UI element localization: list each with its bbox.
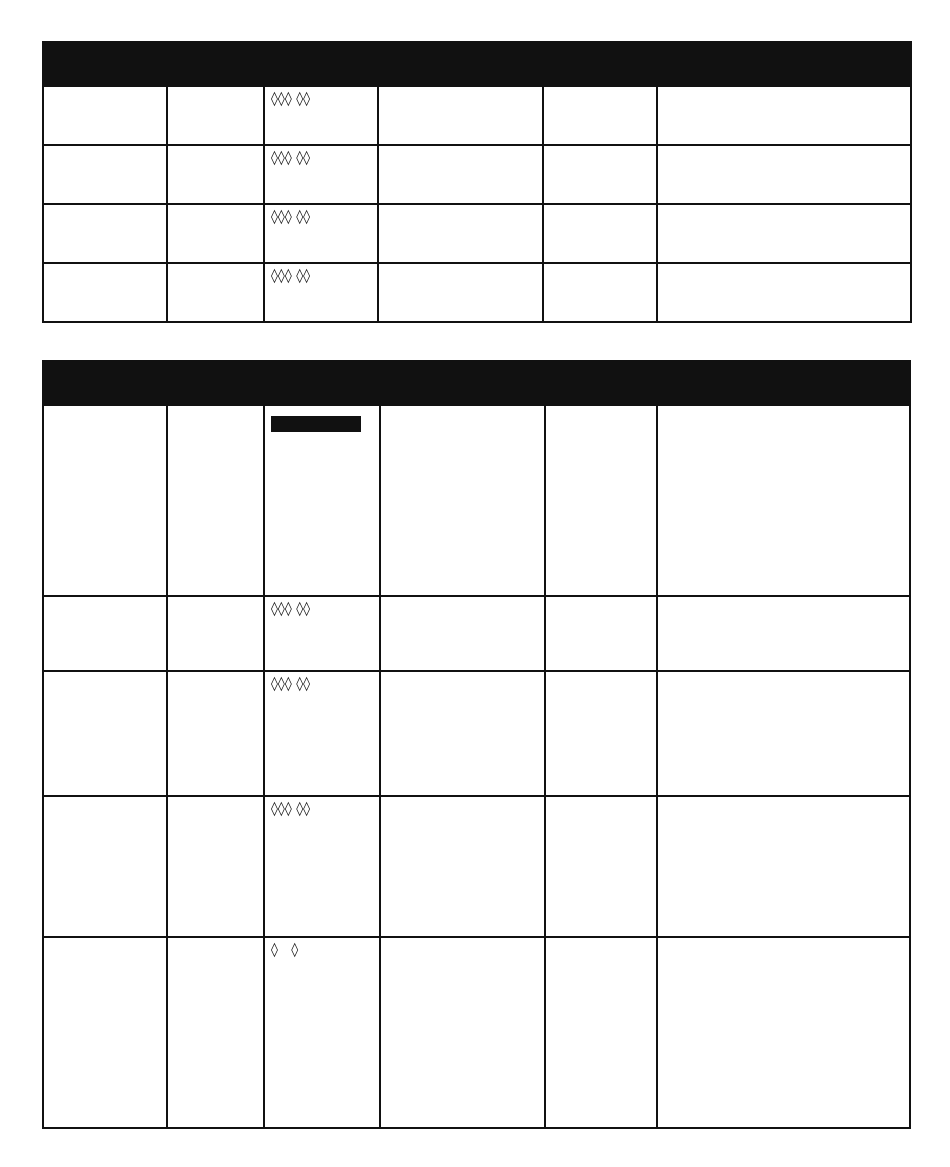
top-table-header [43, 42, 911, 86]
table-cell [43, 796, 167, 937]
table-cell [167, 796, 264, 937]
bottom-table-header [43, 361, 910, 405]
table-row [43, 145, 911, 204]
table-cell [380, 405, 545, 596]
table-cell [43, 263, 167, 322]
table-cell [545, 405, 657, 596]
table-cell [657, 86, 911, 145]
table-cell [264, 796, 380, 937]
table-cell [167, 263, 264, 322]
table-row [43, 204, 911, 263]
table-cell [657, 796, 910, 937]
table-row [43, 263, 911, 322]
table-cell [380, 596, 545, 671]
table-cell [43, 204, 167, 263]
table-cell [380, 671, 545, 796]
table-cell [43, 596, 167, 671]
diamond-glyph-text: ◊◊◊ ◊◊ [271, 150, 311, 166]
top-table-header-bar [43, 42, 911, 86]
table-cell [543, 86, 657, 145]
table-cell [657, 263, 911, 322]
diamond-glyph-text: ◊◊◊ ◊◊ [271, 268, 311, 284]
table-cell [43, 86, 167, 145]
table-cell [657, 596, 910, 671]
table-cell [545, 596, 657, 671]
table-cell [43, 405, 167, 596]
table-cell [657, 671, 910, 796]
table-cell [543, 204, 657, 263]
table-cell [167, 596, 264, 671]
table-cell [264, 671, 380, 796]
table-cell [264, 405, 380, 596]
table-cell [167, 145, 264, 204]
table-cell [657, 937, 910, 1128]
diamond-glyph-text: ◊◊◊ ◊◊ [271, 601, 311, 617]
table-row [43, 405, 910, 596]
table-cell [380, 796, 545, 937]
table-row [43, 671, 910, 796]
table-cell [380, 937, 545, 1128]
table-cell [43, 937, 167, 1128]
table-cell [657, 204, 911, 263]
bottom-table-header-bar [43, 361, 910, 405]
diamond-glyph-text: ◊◊◊ ◊◊ [271, 209, 311, 225]
table-cell [378, 263, 543, 322]
diamond-glyph-text: ◊◊◊ ◊◊ [271, 676, 311, 692]
table-row [43, 596, 910, 671]
table-cell [167, 937, 264, 1128]
table-cell [545, 796, 657, 937]
table-cell [545, 671, 657, 796]
table-cell [264, 145, 378, 204]
table-cell [43, 671, 167, 796]
table-cell [543, 145, 657, 204]
table-row [43, 937, 910, 1128]
table-cell [264, 204, 378, 263]
table-cell [264, 86, 378, 145]
table-cell [264, 263, 378, 322]
table-cell [43, 145, 167, 204]
diamond-glyph-text: ◊◊◊ ◊◊ [271, 91, 311, 107]
table-cell [543, 263, 657, 322]
diamond-glyph-text: ◊◊◊ ◊◊ [271, 801, 311, 817]
table-cell [167, 86, 264, 145]
table-cell [657, 145, 911, 204]
diamond-glyph-text: ◊ ◊ [271, 942, 299, 958]
table-row [43, 86, 911, 145]
table-cell [264, 937, 380, 1128]
table-row [43, 796, 910, 937]
table-cell [545, 937, 657, 1128]
table-cell [378, 204, 543, 263]
table-cell [378, 86, 543, 145]
table-cell [657, 405, 910, 596]
table-cell [167, 671, 264, 796]
table-cell [167, 405, 264, 596]
table-cell [167, 204, 264, 263]
table-cell [264, 596, 380, 671]
top-table [42, 41, 912, 323]
redacted-text-bar [271, 416, 361, 432]
table-cell [378, 145, 543, 204]
bottom-table [42, 360, 911, 1129]
